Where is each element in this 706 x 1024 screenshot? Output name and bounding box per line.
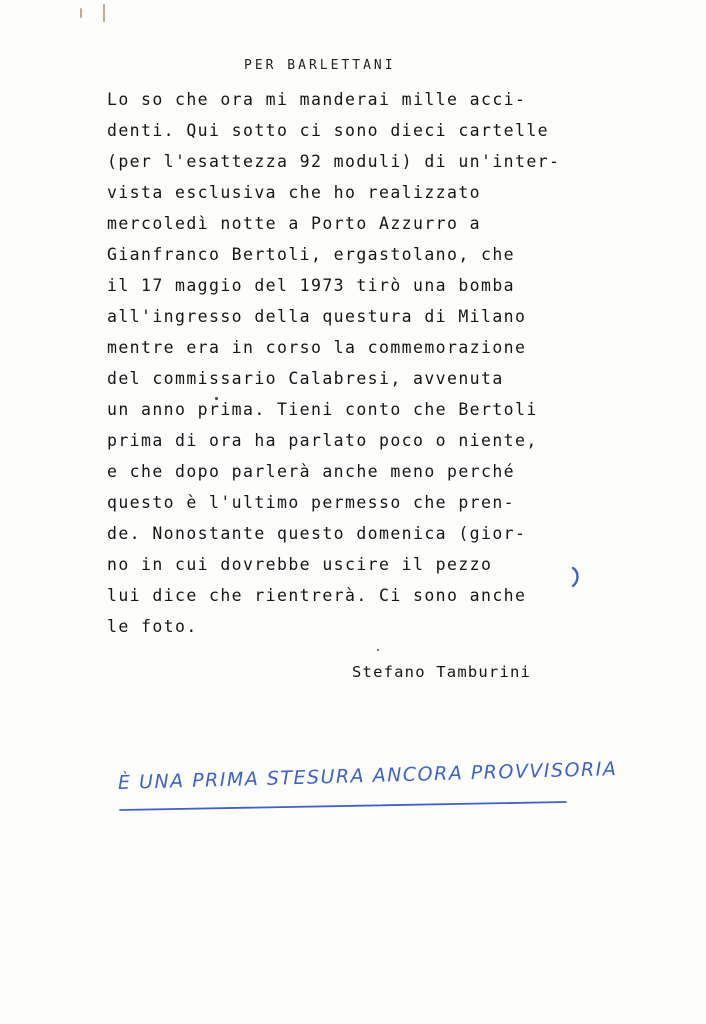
body-line: prima di ora ha parlato poco o niente, bbox=[107, 431, 538, 450]
handwritten-note: È UNA PRIMA STESURA ANCORA PROVVISORIA bbox=[117, 758, 618, 794]
body-line: questo è l'ultimo permesso che pren- bbox=[107, 493, 516, 512]
body-line: no in cui dovrebbe uscire il pezzo bbox=[107, 555, 493, 574]
body-line: Lo so che ora mi manderai mille acci- bbox=[107, 90, 527, 109]
signature: Stefano Tamburini bbox=[352, 663, 532, 681]
body-line: denti. Qui sotto ci sono dieci cartelle bbox=[107, 121, 550, 140]
body-line: lui dice che rientrerà. Ci sono anche bbox=[107, 586, 527, 605]
body-line: il 17 maggio del 1973 tirò una bomba bbox=[107, 276, 516, 295]
body-line: un anno prima. Tieni conto che Bertoli bbox=[107, 400, 538, 419]
body-line: (per l'esattezza 92 moduli) di un'inter- bbox=[107, 152, 561, 171]
body-line: mentre era in corso la commemorazione bbox=[107, 338, 527, 357]
handwritten-parenthesis-stroke bbox=[570, 566, 582, 588]
body-line: e che dopo parlerà anche meno perché bbox=[107, 462, 516, 481]
body-line: vista esclusiva che ho realizzato bbox=[107, 183, 482, 202]
paper-mark bbox=[103, 4, 105, 22]
paper-mark bbox=[80, 8, 82, 18]
typed-body bbox=[107, 84, 560, 642]
body-line: del commissario Calabresi, avvenuta bbox=[107, 369, 504, 388]
handwritten-parenthesis bbox=[570, 566, 582, 588]
document-heading: PER BARLETTANI bbox=[244, 58, 396, 73]
body-line: all'ingresso della questura di Milano bbox=[107, 307, 527, 326]
body-line: mercoledì notte a Porto Azzurro a bbox=[107, 214, 482, 233]
body-line: de. Nonostante questo domenica (gior- bbox=[107, 524, 527, 543]
paper-speck bbox=[215, 397, 218, 400]
body-line: le foto. bbox=[107, 617, 198, 636]
handwritten-underline bbox=[118, 800, 568, 814]
paper-speck bbox=[377, 649, 379, 651]
body-line: Gianfranco Bertoli, ergastolano, che bbox=[107, 245, 516, 264]
